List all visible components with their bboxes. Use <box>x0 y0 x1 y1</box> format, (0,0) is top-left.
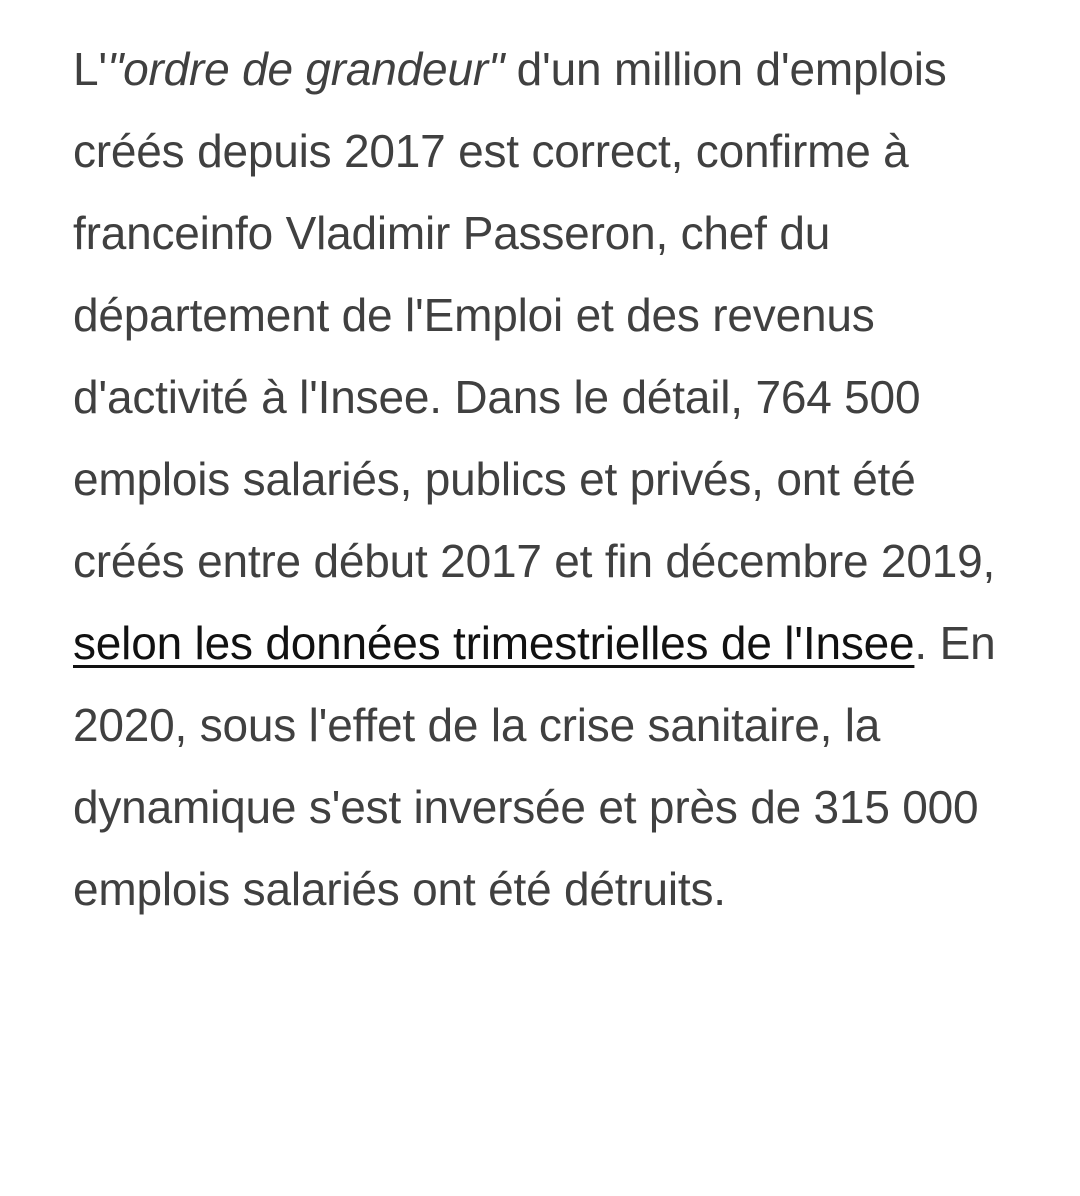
paragraph-text-before-link: d'un million d'emplois créés depuis 2017 est correct, confirme à franceinfo Vladimir Passeron, chef du département de l'Emploi et des revenus d'activité à l'Insee. Dans le détail, 764 500 emplois salariés, publics et privés, ont été créés entre début 2017 et fin décembre 2019, <box>73 43 996 587</box>
article-paragraph <box>73 28 1013 930</box>
paragraph-text-after-link: . En 2020, sous l'effet de la crise sanitaire, la dynamique s'est inversée et près de 315 000 emplois salariés ont été détruits. <box>73 617 996 915</box>
insee-data-link[interactable]: selon les données trimestrielles de l'Insee <box>73 617 915 669</box>
quoted-phrase: "ordre de grandeur" <box>106 43 505 95</box>
article-body <box>73 28 1013 930</box>
paragraph-prefix: L' <box>73 43 107 95</box>
